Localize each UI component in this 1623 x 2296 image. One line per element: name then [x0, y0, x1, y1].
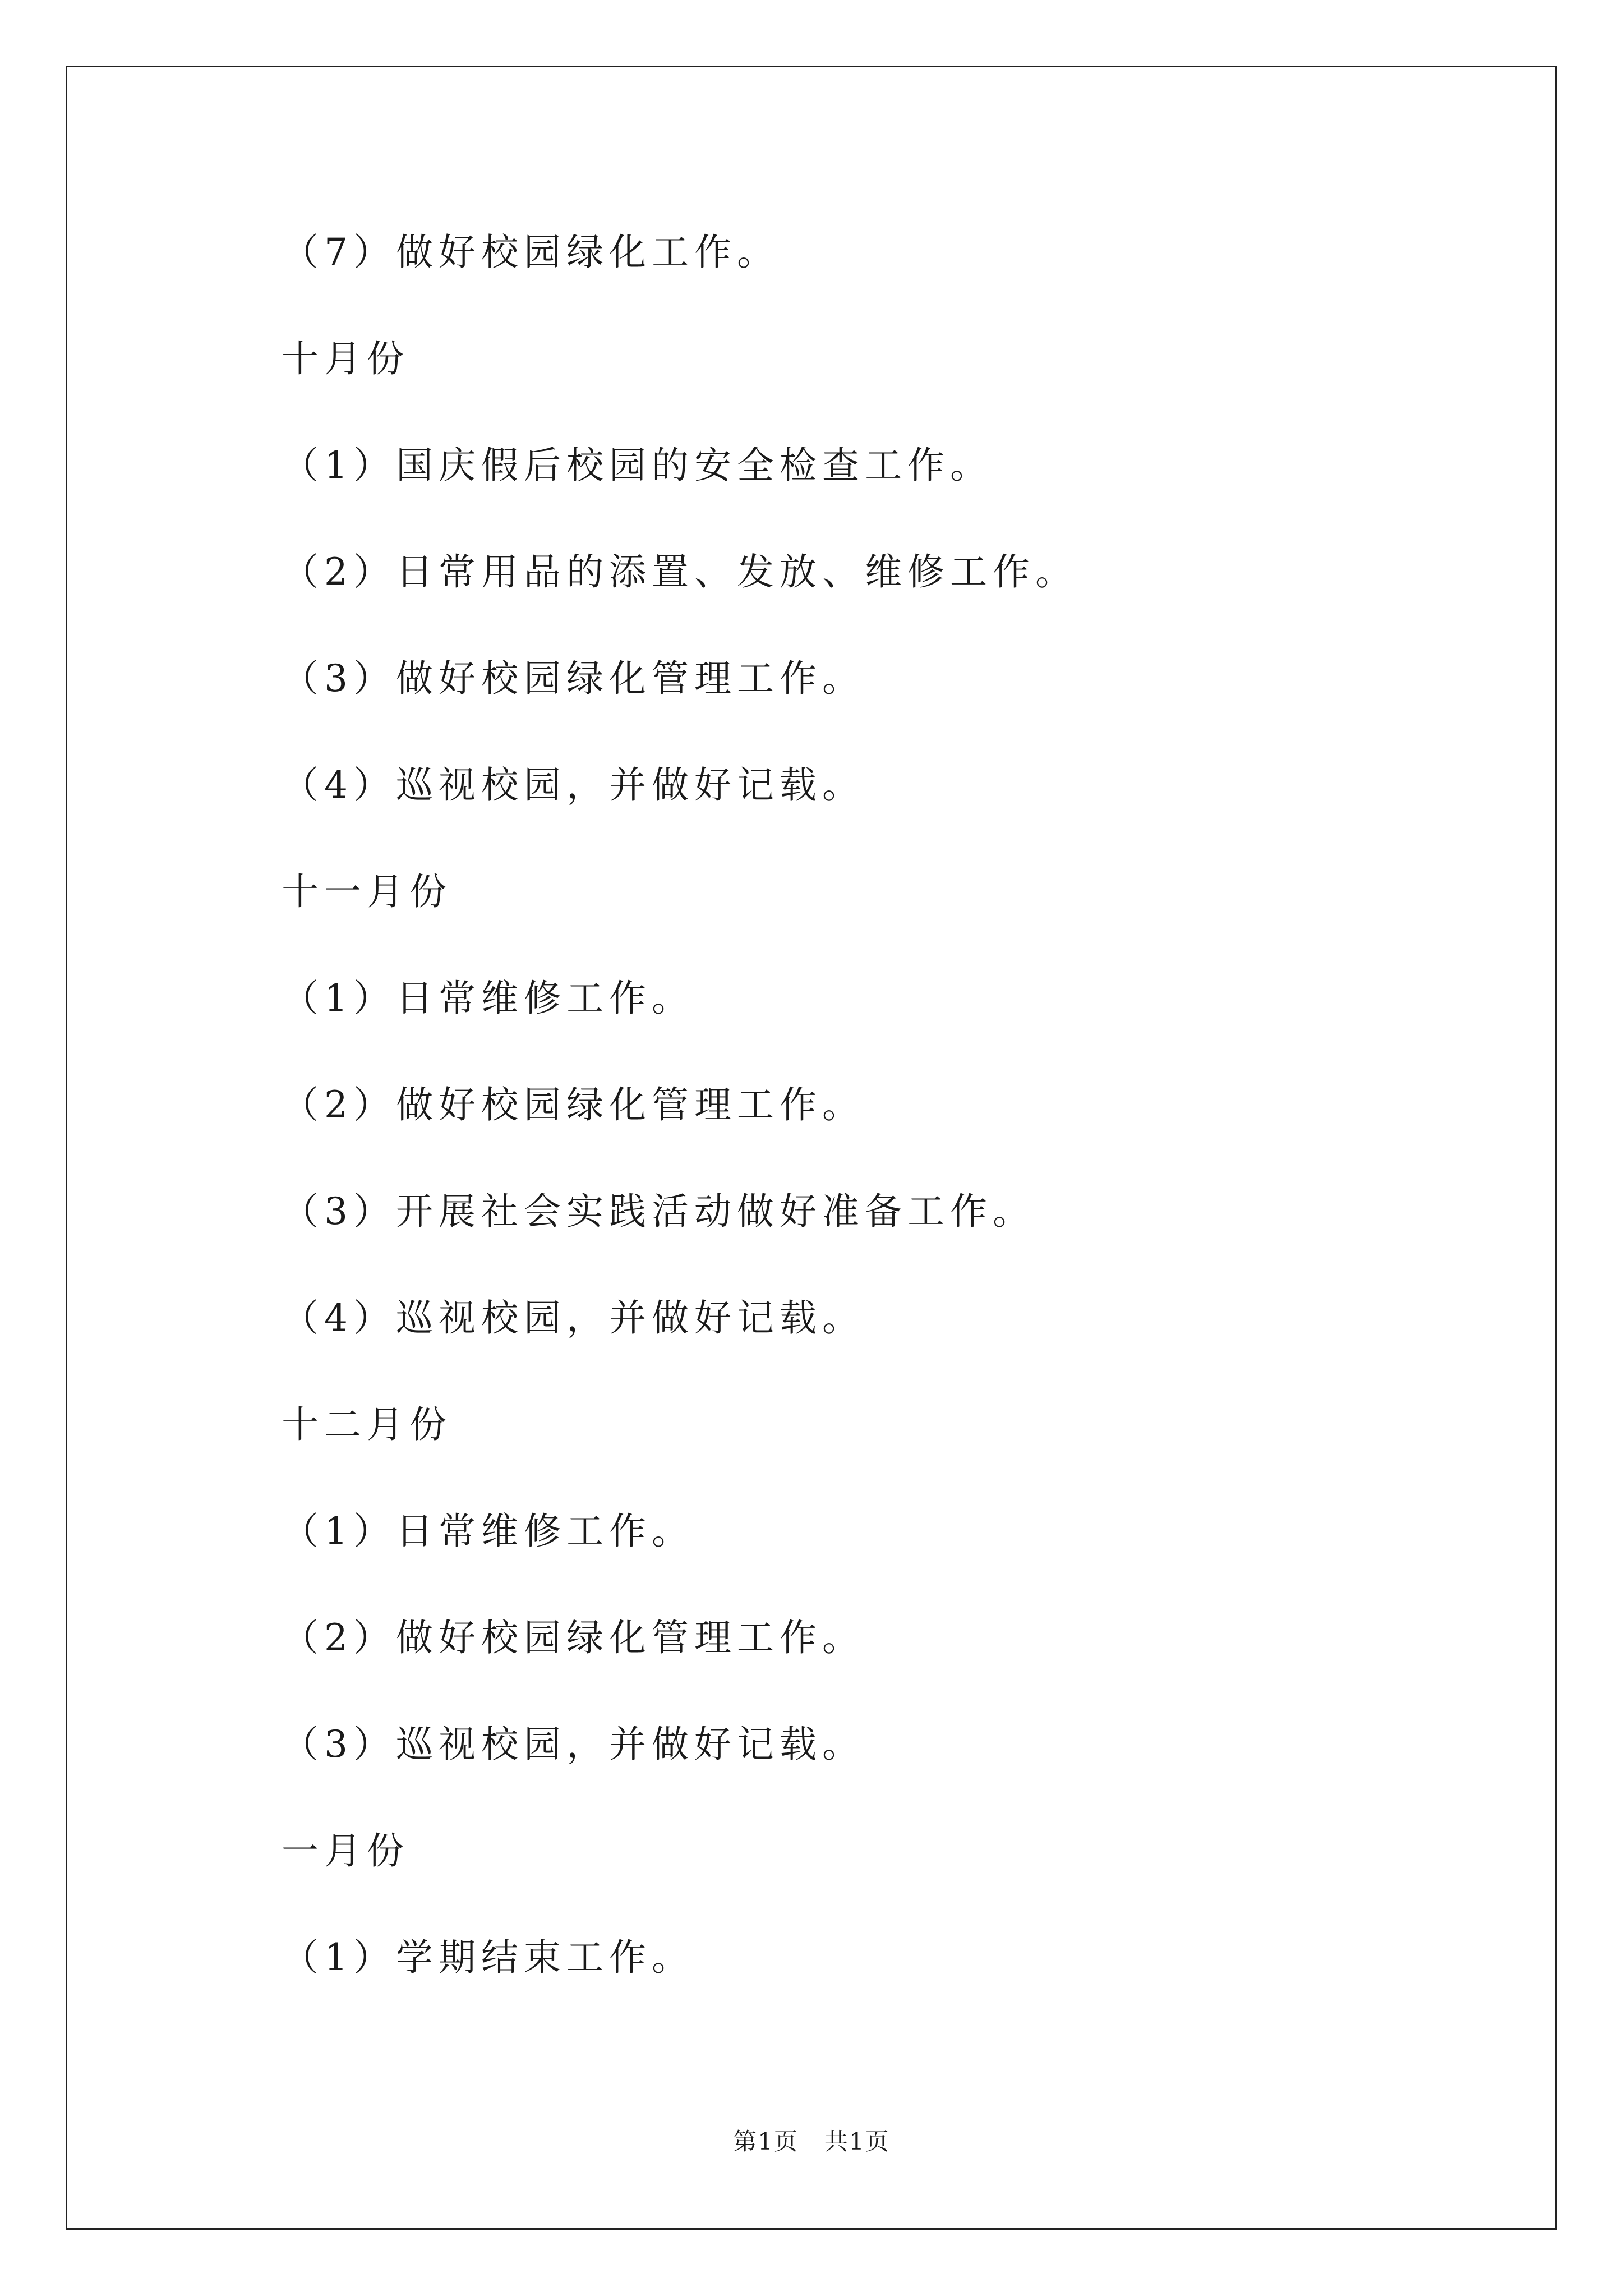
section-heading-november: 十一月份: [282, 870, 452, 913]
list-item: （7）做好校园绿化工作。: [282, 231, 780, 274]
list-item: （1）日常维修工作。: [282, 977, 694, 1020]
list-item: （4）巡视校园，并做好记载。: [282, 763, 865, 807]
section-heading-december: 十二月份: [282, 1403, 452, 1446]
list-item: （1）日常维修工作。: [282, 1510, 694, 1553]
list-item: （4）巡视校园，并做好记载。: [282, 1296, 865, 1340]
list-item: （2）做好校园绿化管理工作。: [282, 1616, 865, 1659]
page-frame: [66, 66, 1557, 2230]
list-item: （1）学期结束工作。: [282, 1936, 694, 1979]
list-item: （3）做好校园绿化管理工作。: [282, 657, 865, 700]
list-item: （3）巡视校园，并做好记载。: [282, 1723, 865, 1766]
section-heading-october: 十月份: [282, 337, 409, 380]
list-item: （3）开展社会实践活动做好准备工作。: [282, 1190, 1035, 1233]
list-item: （1）国庆假后校园的安全检查工作。: [282, 444, 993, 487]
list-item: （2）日常用品的添置、发放、维修工作。: [282, 550, 1078, 593]
section-heading-january: 一月份: [282, 1829, 409, 1872]
page-footer: 第1页 共1页: [733, 2128, 890, 2155]
list-item: （2）做好校园绿化管理工作。: [282, 1083, 865, 1126]
